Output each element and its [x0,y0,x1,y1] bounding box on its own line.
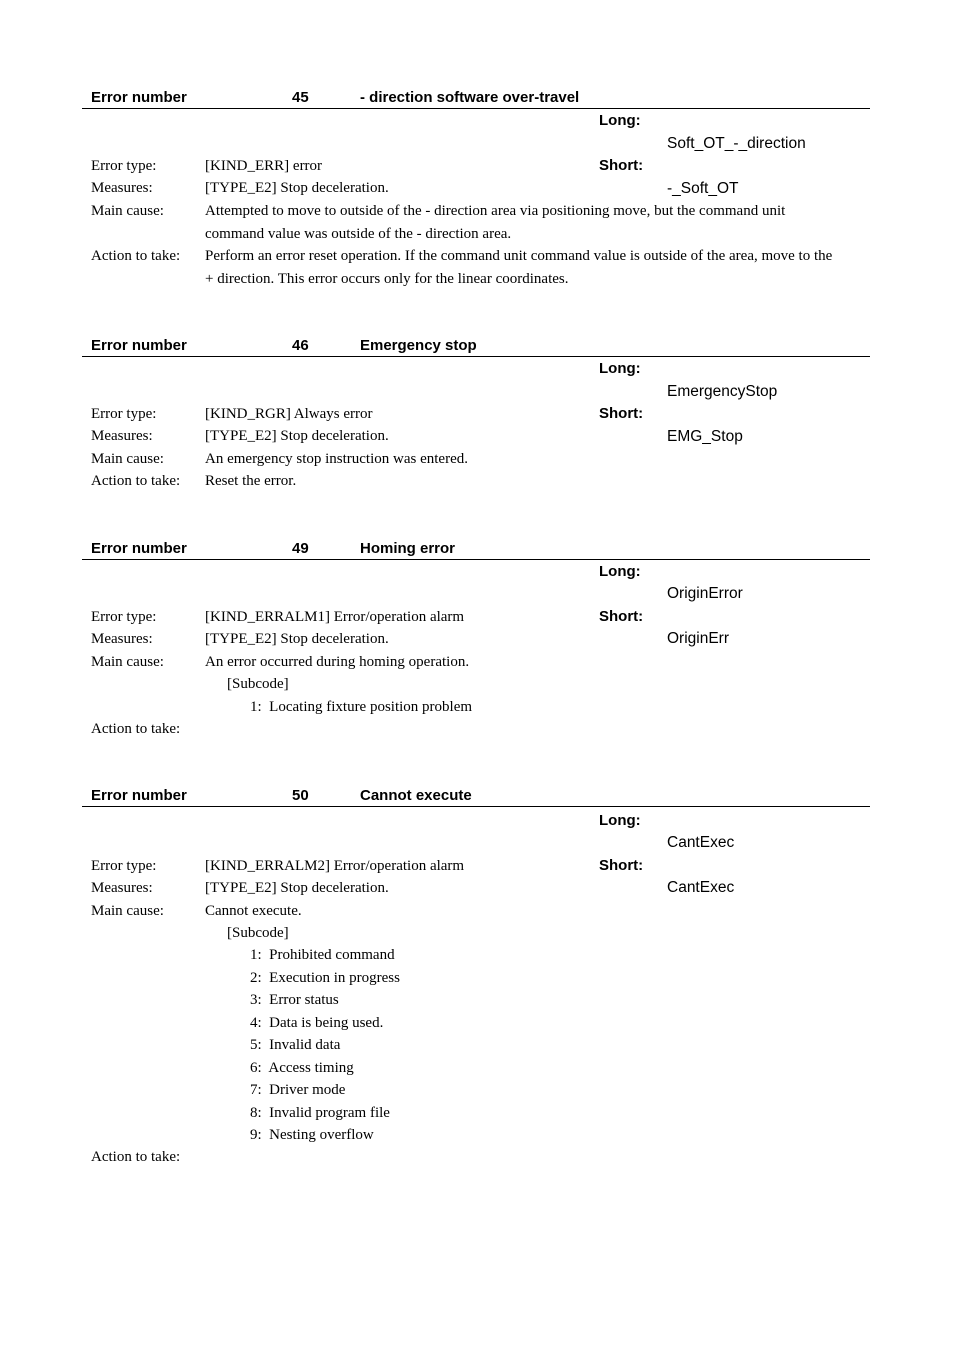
error-number: 45 [292,89,309,106]
subcode-text: Invalid program file [269,1105,390,1121]
error-entry-46 [82,337,870,489]
error-number-label: Error number [91,540,187,557]
action-row [91,245,841,290]
measures-label: Measures: [91,631,153,647]
long-label: Long: [599,360,641,377]
measures-value: [TYPE_E2] Stop deceleration. [205,180,389,196]
error-number-label: Error number [91,337,187,354]
main-cause-value: An emergency stop instruction was entered. [205,451,468,467]
short-name: CantExec [667,879,735,896]
main-cause-value: An error occurred during homing operation. [205,654,470,670]
action-value: Perform an error reset operation. If the command unit command value is outside of the area, move to the + direction. This error occurs only for the linear coordinates. [205,248,833,287]
error-type-value: [KIND_ERR] error [205,158,323,174]
subcode-text: Locating fixture position problem [269,699,473,715]
measures-value: [TYPE_E2] Stop deceleration. [205,428,389,444]
main-cause-label: Main cause: [91,654,164,670]
subcode-item [250,1057,354,1080]
main-cause-row [91,448,841,471]
error-type-row [91,855,841,878]
error-header [82,89,870,109]
subcode-number: 4: [250,1015,262,1031]
main-cause-row [91,651,841,674]
measures-label: Measures: [91,180,153,196]
main-cause-row [91,900,841,923]
error-header [82,540,870,560]
subcode-number: 2: [250,970,262,986]
subcode-number: 3: [250,992,262,1008]
long-name: EmergencyStop [667,383,778,400]
subcode-item [250,989,339,1012]
main-cause-label: Main cause: [91,451,164,467]
long-name: CantExec [667,834,735,851]
subcode-item [250,944,395,967]
subcode-item [250,1079,345,1102]
subcode-text: Invalid data [269,1037,341,1053]
measures-row [91,877,841,900]
error-title: Cannot execute [360,787,472,804]
action-label: Action to take: [91,473,181,489]
short-label: Short: [599,608,644,625]
short-name: -_Soft_OT [667,180,739,197]
error-title: Homing error [360,540,456,557]
error-number: 50 [292,787,309,804]
short-label: Short: [599,405,644,422]
error-type-row [91,155,841,178]
subcode-item [250,1102,390,1125]
subcode-item [250,696,472,719]
subcode-number: 5: [250,1037,262,1053]
subcode-text: Nesting overflow [269,1127,374,1143]
error-entry-49 [82,540,870,737]
measures-value: [TYPE_E2] Stop deceleration. [205,631,389,647]
error-type-label: Error type: [91,609,157,625]
action-label: Action to take: [91,248,181,264]
error-type-label: Error type: [91,858,157,874]
subcode-text: Driver mode [269,1082,346,1098]
long-label: Long: [599,812,641,829]
long-label: Long: [599,112,641,129]
subcode-number: 8: [250,1105,262,1121]
measures-value: [TYPE_E2] Stop deceleration. [205,880,389,896]
error-type-value: [KIND_ERRALM1] Error/operation alarm [205,609,465,625]
subcode-heading: [Subcode] [227,925,289,941]
long-name: Soft_OT_-_direction [667,135,806,152]
subcode-item [250,1124,374,1147]
short-name: EMG_Stop [667,428,743,445]
error-header [82,787,870,807]
measures-row [91,177,841,200]
measures-row [91,628,841,651]
short-name: OriginErr [667,630,730,647]
subcode-text: Access timing [268,1060,354,1076]
subcode-number: 9: [250,1127,262,1143]
measures-label: Measures: [91,428,153,444]
error-type-value: [KIND_RGR] Always error [205,406,373,422]
error-entry-50 [82,787,870,1165]
main-cause-label: Main cause: [91,203,164,219]
subcode-item [250,1034,340,1057]
short-label: Short: [599,857,644,874]
main-cause-value: Attempted to move to outside of the - direction area via positioning move, but the command unit command value was outside of the - direction area. [205,203,786,242]
subcode-item [250,967,400,990]
action-row [91,470,841,493]
error-title: Emergency stop [360,337,477,354]
subcode-item [250,1012,383,1035]
error-type-row [91,403,841,426]
long-name: OriginError [667,585,743,602]
error-type-row [91,606,841,629]
subcode-heading: [Subcode] [227,676,289,692]
subcode-text: Execution in progress [269,970,400,986]
error-number-label: Error number [91,787,187,804]
subcode-number: 1: [250,699,262,715]
subcode-text: Prohibited command [269,947,395,963]
error-number: 49 [292,540,309,557]
long-label: Long: [599,563,641,580]
subcode-number: 1: [250,947,262,963]
measures-label: Measures: [91,880,153,896]
subcode-number: 6: [250,1060,262,1076]
short-label: Short: [599,157,644,174]
error-entry-45 [82,89,870,287]
error-type-label: Error type: [91,406,157,422]
error-number-label: Error number [91,89,187,106]
action-label: Action to take: [91,721,181,737]
error-type-value: [KIND_ERRALM2] Error/operation alarm [205,858,465,874]
main-cause-label: Main cause: [91,903,164,919]
error-number: 46 [292,337,309,354]
subcode-text: Data is being used. [269,1015,384,1031]
error-header [82,337,870,357]
error-type-label: Error type: [91,158,157,174]
subcode-number: 7: [250,1082,262,1098]
action-value: Reset the error. [205,473,297,489]
main-cause-row [91,200,841,245]
main-cause-value: Cannot execute. [205,903,302,919]
measures-row [91,425,841,448]
error-title: - direction software over-travel [360,89,580,106]
action-label: Action to take: [91,1149,181,1165]
subcode-text: Error status [269,992,339,1008]
